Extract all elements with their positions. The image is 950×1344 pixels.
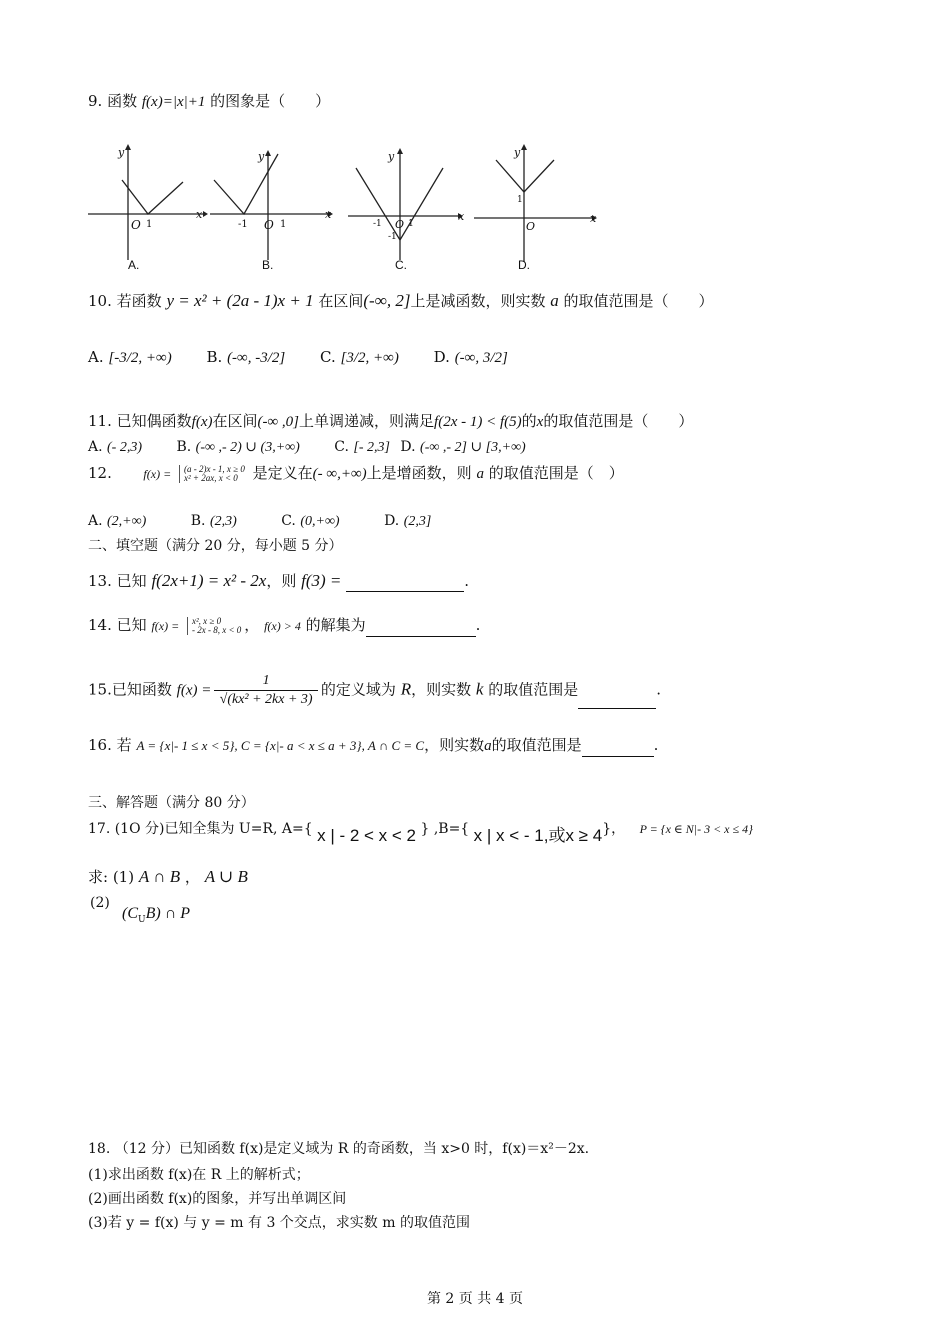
question-number: 12. (88, 464, 112, 482)
q12-piecewise (179, 465, 245, 483)
answer-blank[interactable] (346, 591, 464, 592)
question-number: 9. (88, 92, 103, 110)
question-number: 14. (88, 616, 112, 634)
graph-b-label: B. (262, 258, 274, 272)
q15-R: R (400, 679, 412, 699)
origin-label: O (264, 218, 274, 232)
q17-part2-label: (2) (90, 895, 110, 911)
q17-score: (1O 分) (114, 821, 165, 837)
graph-d-label: D. (518, 258, 530, 272)
q17-p3-sub: U (138, 915, 146, 926)
option-c[interactable] (281, 510, 339, 533)
q9-text: 函数 (107, 92, 138, 110)
q12-var: a (476, 466, 484, 482)
q16-var: a (484, 738, 492, 754)
q15-text: 已知函数 (111, 680, 172, 699)
q10-var: a (550, 291, 559, 310)
tick-label: 1 (408, 219, 414, 229)
q16-end: . (653, 736, 659, 754)
q17-p2: A ∪ B (204, 867, 248, 886)
q18-part1: (1)求出函数 f(x)在 R 上的解析式； (88, 1167, 310, 1183)
option-d[interactable] (400, 436, 525, 459)
q11-interval: (-∞ ,0] (257, 414, 300, 430)
axis-y-label: y (118, 146, 125, 159)
q15-line (88, 672, 661, 709)
q12-fx: f(x) = (143, 467, 172, 481)
piece-1: x², x ≥ 0 (191, 616, 222, 626)
origin-label: O (526, 220, 536, 233)
q10-text-end: 的取值范围是（ ） (563, 292, 714, 310)
origin-label: O (395, 218, 405, 231)
option-label: C. (334, 439, 349, 455)
option-d[interactable] (384, 510, 431, 533)
q10-formula: y = x² + (2a - 1)x + 1 (166, 291, 314, 310)
graph-c-label: C. (395, 258, 407, 272)
q10-text: 在区间 (318, 292, 364, 310)
tick-label: -1 (388, 232, 397, 242)
q13-text: 已知 (116, 572, 147, 590)
option-d[interactable] (434, 346, 508, 369)
option-a[interactable] (88, 346, 172, 369)
option-body: (2,3] (403, 514, 432, 529)
q9-formula: f(x)=|x|+1 (141, 94, 206, 110)
answer-blank[interactable] (582, 756, 654, 757)
answer-blank[interactable] (578, 708, 656, 709)
q10-line (88, 290, 714, 312)
option-b[interactable] (191, 510, 237, 533)
q17-text: }， (602, 821, 626, 837)
q12-line (88, 462, 624, 485)
option-label: D. (400, 439, 416, 455)
q10-interval: (-∞, 2] (363, 291, 411, 310)
denominator: √(kx² + 2kx + 3) (219, 692, 313, 707)
option-body: (-∞, 3/2] (454, 350, 508, 366)
page-footer: 第 2 页 共 4 页 (426, 1291, 524, 1307)
q10-text: 若函数 (116, 292, 162, 310)
tick-label: 1 (280, 219, 287, 230)
tick-label: -1 (373, 219, 382, 229)
option-label: B. (206, 348, 223, 366)
q9-line (88, 90, 330, 113)
q16-sets: A = {x|- 1 ≤ x < 5}, C = {x|- a < x ≤ a + 3}, A ∩ C = C (136, 738, 425, 753)
q18-text: 已知函数 f(x)是定义域为 R 的奇函数，当 x>0 时，f(x)＝x²－2x. (178, 1141, 590, 1157)
option-label: B. (190, 513, 206, 529)
axis-x-label: x (458, 210, 465, 223)
q11-ineq: f(2x - 1) < f(5) (434, 414, 522, 430)
q13-line (88, 570, 469, 592)
numerator: 1 (214, 672, 318, 691)
option-body: (- 2,3) (107, 440, 143, 455)
q17-p1: A ∩ B (138, 867, 181, 886)
q11-x: x (536, 414, 544, 430)
option-c[interactable] (320, 346, 399, 369)
section-heading: 二、填空题（满分 20 分，每小题 5 分） (88, 538, 343, 554)
q13-end: . (464, 572, 469, 590)
piece-1: (a - 2)x - 1, x ≥ 0 (183, 464, 245, 474)
q14-comma: ， (244, 616, 260, 634)
tick-label: 1 (146, 219, 153, 230)
q13-formula: f(2x+1) = x² - 2x (151, 571, 267, 590)
q17-part1 (88, 866, 248, 888)
question-number: 11. (88, 412, 112, 430)
q17-setB: x | x < - 1,或x ≥ 4 (473, 826, 603, 845)
axis-y-label: y (258, 150, 265, 163)
option-label: A. (88, 348, 104, 366)
axis-x-label: x (196, 208, 203, 221)
tick-label: -1 (238, 219, 248, 230)
option-c[interactable] (334, 436, 390, 459)
option-a[interactable] (88, 436, 142, 459)
q16-line (88, 734, 658, 757)
q14-line (88, 614, 480, 637)
q17-setA: x | - 2 < x < 2 (317, 826, 417, 845)
q16-text: 的取值范围是 (491, 736, 582, 754)
q16-text: ，则实数 (424, 736, 485, 754)
option-body: [3/2, +∞) (340, 350, 399, 366)
graph-c (348, 140, 468, 265)
q11-text: 已知偶函数 (116, 412, 192, 430)
q14-text: 的解集为 (305, 616, 366, 634)
graph-d (474, 140, 604, 265)
q15-fx: f(x) = (176, 682, 212, 699)
answer-blank[interactable] (366, 636, 476, 637)
q15-text: 的取值范围是 (488, 680, 579, 699)
q12-text: 上是增函数，则 (366, 464, 472, 482)
q12-text-end: 的取值范围是（ ） (488, 464, 624, 482)
q14-ineq: f(x) > 4 (264, 619, 301, 633)
option-label: D. (384, 513, 400, 529)
q11-text: 在区间 (212, 412, 258, 430)
option-label: A. (88, 513, 103, 529)
q12-text: 是定义在 (252, 464, 313, 482)
q17-sep: ， (184, 868, 200, 886)
origin-label: O (131, 218, 141, 232)
question-number: 18. (88, 1141, 111, 1157)
q11-text-end: 的取值范围是（ ） (543, 412, 694, 430)
question-number: 17. (88, 821, 111, 837)
q18-line (88, 1138, 589, 1160)
q10-text: 上是减函数，则实数 (410, 292, 546, 310)
q11-options (88, 436, 556, 459)
graph-b (210, 140, 335, 265)
graph-a-label: A. (128, 258, 140, 272)
q14-piecewise (187, 617, 241, 635)
option-label: B. (176, 439, 192, 455)
question-number: 10. (88, 292, 112, 310)
option-body: (-∞ ,- 2) ∪ (3,+∞) (195, 440, 300, 455)
question-number: 16. (88, 736, 112, 754)
question-number: 15. (88, 680, 112, 699)
q10-options (88, 346, 538, 369)
section-heading: 三、解答题（满分 80 分） (88, 795, 255, 811)
q17-p3: (C (122, 905, 138, 922)
q18-part2: (2)画出函数 f(x)的图象，并写出单调区间 (88, 1191, 347, 1207)
q17-setP: P = {x ∈ N|- 3 < x ≤ 4} (639, 822, 753, 836)
option-body: [- 2,3] (353, 440, 390, 455)
piece-2: - 2x - 8, x < 0 (191, 625, 242, 635)
q15-k: k (475, 679, 484, 699)
piece-2: x² + 2ax, x < 0 (183, 473, 238, 483)
q18-part3: (3)若 y = f(x) 与 y = m 有 3 个交点，求实数 m 的取值范围 (88, 1215, 470, 1231)
q15-text: 的定义域为 (320, 680, 396, 699)
axis-y-label: y (388, 150, 395, 163)
q14-end: . (475, 616, 481, 634)
question-number: 13. (88, 572, 112, 590)
q11-text: 的 (521, 412, 537, 430)
q12-interval: (- ∞,+∞) (312, 466, 367, 482)
option-body: (-∞ ,- 2] ∪ [3,+∞) (420, 440, 526, 455)
tick-label: 1 (517, 195, 523, 205)
q13-ask: f(3) = (301, 571, 342, 590)
axis-x-label: x (325, 208, 332, 221)
q17-line (88, 818, 753, 847)
q11-line (88, 410, 693, 433)
graph-a (88, 140, 208, 265)
q14-text: 已知 (116, 616, 147, 634)
q12-options (88, 510, 461, 533)
q18-score: （12 分） (114, 1141, 179, 1157)
axis-y-label: y (514, 146, 521, 159)
q15-text: ，则实数 (411, 680, 472, 699)
option-b[interactable] (176, 436, 299, 459)
option-label: D. (433, 348, 450, 366)
q17-ask: 求: (1) (88, 868, 135, 886)
option-body: (-∞, -3/2] (227, 350, 286, 366)
q11-f: f(x) (191, 414, 213, 430)
q17-text: } ,B={ (420, 821, 470, 837)
option-label: C. (281, 513, 296, 529)
option-body: (0,+∞) (300, 514, 340, 529)
q15-end: . (656, 680, 662, 699)
option-label: A. (88, 439, 103, 455)
option-label: C. (320, 348, 336, 366)
option-b[interactable] (206, 346, 285, 369)
q13-text: ，则 (266, 572, 297, 590)
q17-p3-end: B) ∩ P (145, 905, 191, 922)
axis-x-label: x (590, 212, 597, 225)
q16-text: 若 (116, 736, 132, 754)
option-body: [-3/2, +∞) (108, 350, 172, 366)
q17-text: 已知全集为 U=R, A={ (164, 821, 313, 837)
q17-part2 (122, 902, 190, 931)
q15-fraction (216, 672, 316, 709)
option-body: (2,3) (209, 514, 237, 529)
option-body: (2,+∞) (107, 514, 147, 529)
q9-text-end: 的图象是（ ） (210, 92, 331, 110)
q14-fx: f(x) = (151, 619, 180, 633)
option-a[interactable] (88, 510, 146, 533)
q11-text: 上单调递减，则满足 (299, 412, 435, 430)
